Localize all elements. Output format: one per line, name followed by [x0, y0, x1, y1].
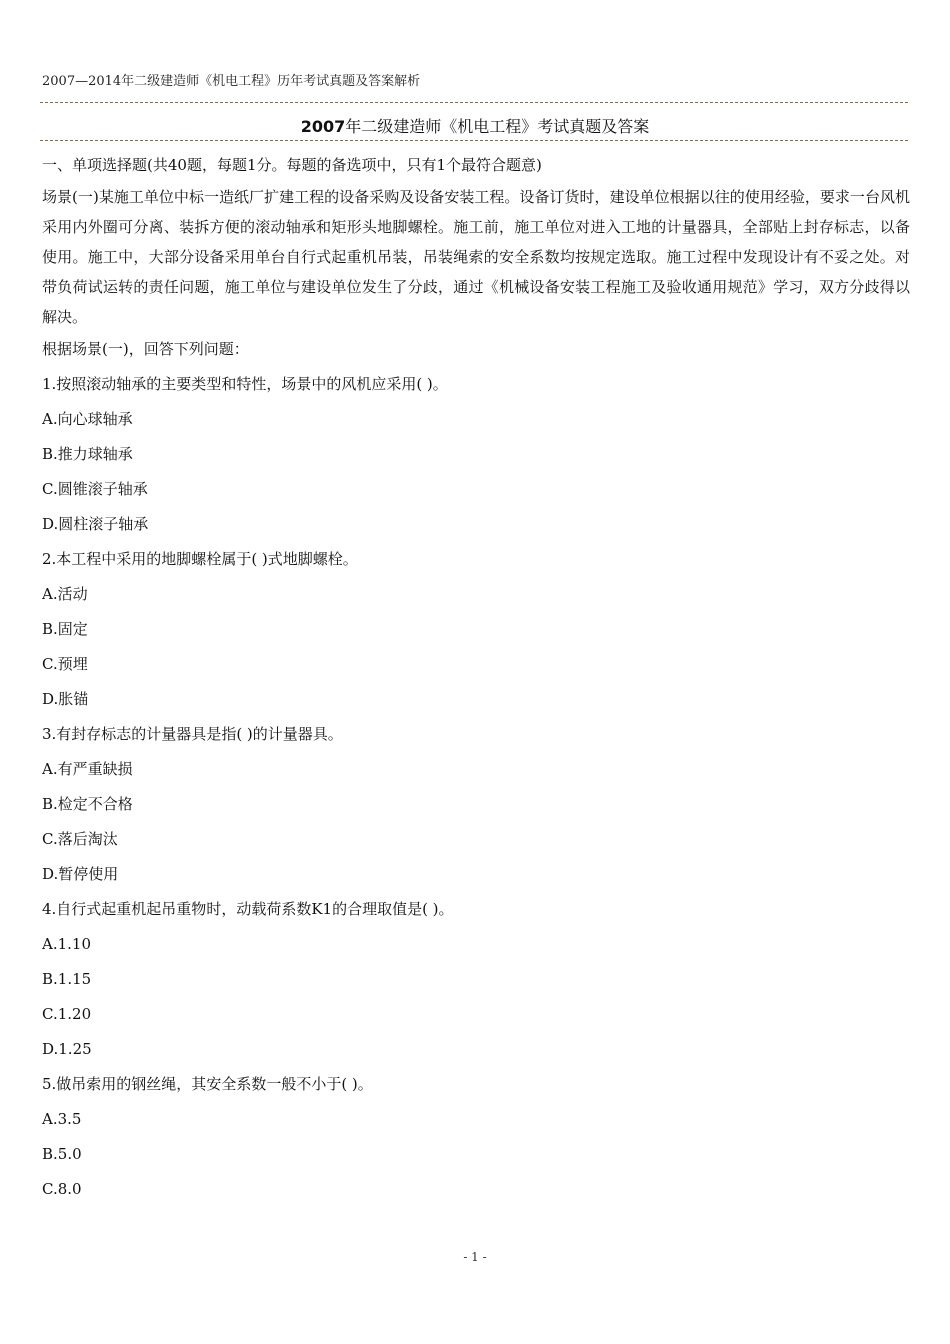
scenario-paragraph: 场景(一)某施工单位中标一造纸厂扩建工程的设备采购及设备安装工程。设备订货时，建设单位根据以往的使用经验，要求一台风机采用内外圈可分离、装拆方便的滚动轴承和矩形头地脚螺栓。施工前，施工单位对进入工地的计量器具，全部贴上封存标志，以备使用。施工中，大部分设备采用单台自行式起重机吊装，吊装绳索的安全系数均按规定选取。施工过程中发现设计有不妥之处。对带负荷试运转的责任问题，施工单位与建设单位发生了分歧，通过《机械设备安装工程施工及验收通用规范》学习，双方分歧得以解决。 [42, 188, 910, 326]
question-item [42, 367, 910, 542]
document-body [42, 152, 910, 1207]
title-text: 年二级建造师《机电工程》考试真题及答案 [345, 117, 650, 136]
answer-option: A.有严重缺损 [42, 760, 133, 778]
question-item [42, 1067, 910, 1207]
question-item [42, 892, 910, 1067]
answer-option: C.1.20 [42, 1005, 92, 1023]
answer-option: A.活动 [42, 585, 88, 603]
answer-option: D.暂停使用 [42, 865, 119, 883]
section-heading: 一、单项选择题(共40题，每题1分。每题的备选项中，只有1个最符合题意) [42, 156, 542, 174]
answer-option: D.胀锚 [42, 690, 89, 708]
answer-option: B.推力球轴承 [42, 445, 133, 463]
answer-option: B.检定不合格 [42, 795, 133, 813]
document-title [0, 114, 950, 137]
answer-option: A.向心球轴承 [42, 410, 133, 428]
question-list [42, 367, 910, 1207]
question-stem: 5.做吊索用的钢丝绳，其安全系数一般不小于( )。 [42, 1075, 373, 1093]
question-item [42, 717, 910, 892]
answer-option: A.1.10 [42, 935, 91, 953]
scenario-prompt: 根据场景(一)，回答下列问题： [42, 340, 249, 358]
question-stem: 2.本工程中采用的地脚螺栓属于( )式地脚螺栓。 [42, 550, 358, 568]
answer-option: C.8.0 [42, 1180, 82, 1198]
question-stem: 1.按照滚动轴承的主要类型和特性，场景中的风机应采用( )。 [42, 375, 448, 393]
answer-option: C.预埋 [42, 655, 88, 673]
header-divider [40, 102, 908, 103]
question-item [42, 542, 910, 717]
answer-option: B.1.15 [42, 970, 92, 988]
running-header: 2007—2014年二级建造师《机电工程》历年考试真题及答案解析 [42, 74, 421, 89]
answer-option: A.3.5 [42, 1110, 82, 1128]
answer-option: B.5.0 [42, 1145, 82, 1163]
question-stem: 4.自行式起重机起吊重物时，动载荷系数K1的合理取值是( )。 [42, 900, 454, 918]
answer-option: B.固定 [42, 620, 88, 638]
answer-option: C.落后淘汰 [42, 830, 118, 848]
title-divider [40, 140, 908, 141]
answer-option: C.圆锥滚子轴承 [42, 480, 148, 498]
title-year: 2007 [300, 117, 346, 136]
question-stem: 3.有封存标志的计量器具是指( )的计量器具。 [42, 725, 343, 743]
answer-option: D.1.25 [42, 1040, 92, 1058]
page-number: - 1 - [463, 1250, 487, 1264]
answer-option: D.圆柱滚子轴承 [42, 515, 149, 533]
